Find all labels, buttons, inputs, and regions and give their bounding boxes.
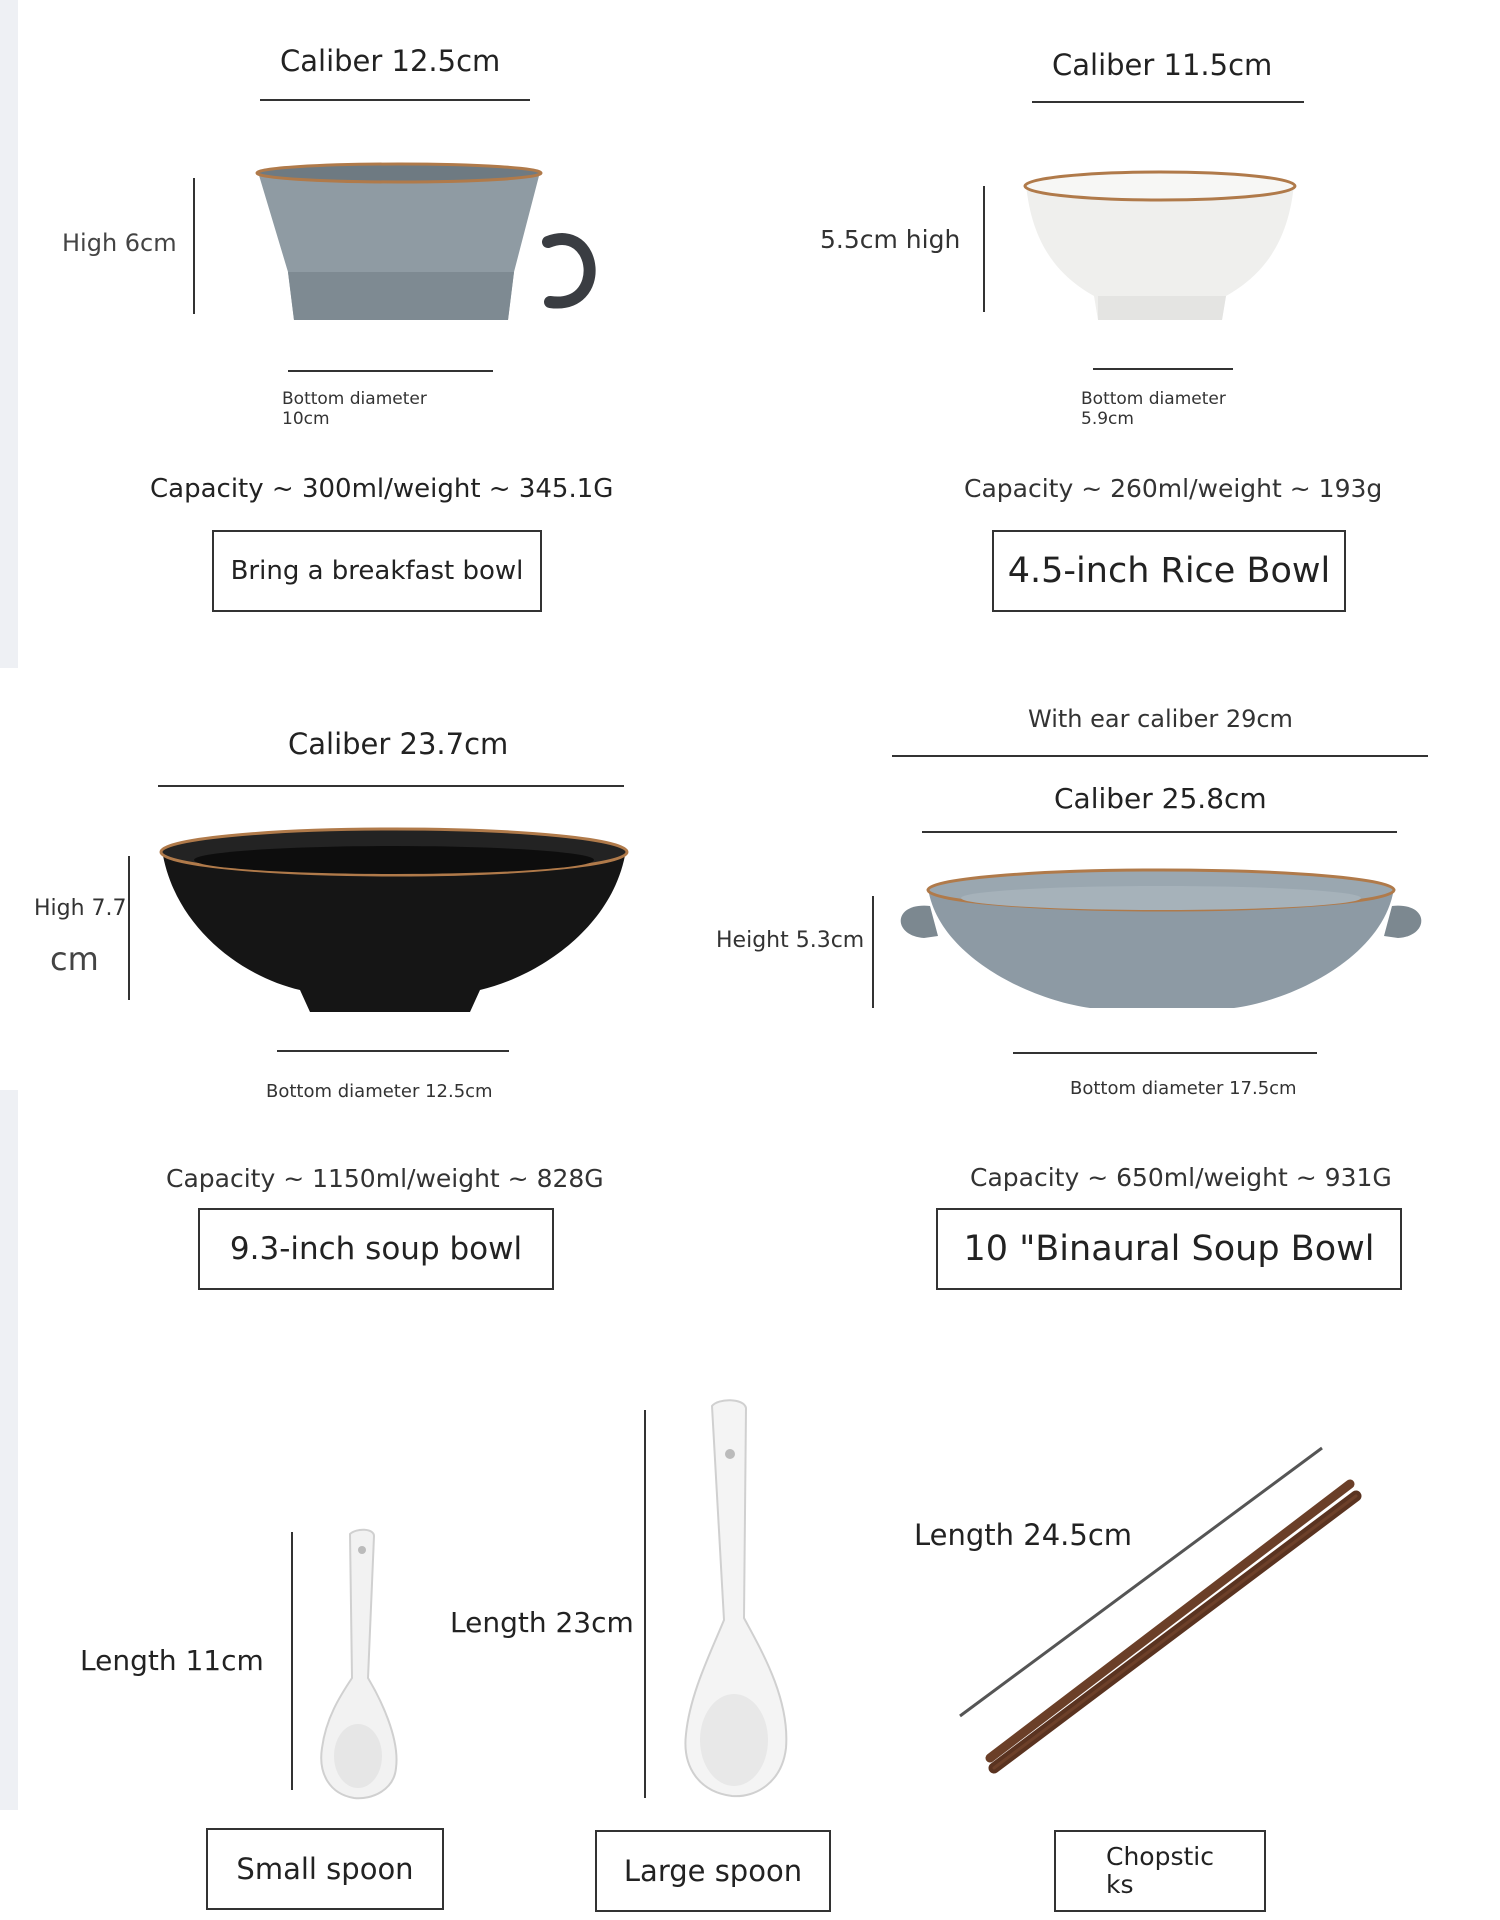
bottom-diameter-text: Bottom diameter: [1081, 389, 1226, 409]
bottom-diameter-line: [288, 370, 493, 372]
caliber-label: Caliber 12.5cm: [280, 44, 501, 78]
product-name-box: Bring a breakfast bowl: [212, 530, 542, 612]
large-spoon-image: [666, 1398, 806, 1802]
bottom-diameter-value: 10cm: [282, 409, 330, 429]
height-line: [128, 856, 130, 1000]
product-name-box: 9.3-inch soup bowl: [198, 1208, 554, 1290]
bottom-diameter-label: [1081, 389, 1226, 429]
capacity-weight-label: Capacity ~ 300ml/weight ~ 345.1G: [150, 474, 614, 504]
product-name-line2: ks: [1106, 1870, 1134, 1899]
ear-caliber-label: With ear caliber 29cm: [1028, 705, 1293, 733]
bottom-diameter-line: [1093, 368, 1233, 370]
product-name-box: 10 "Binaural Soup Bowl: [936, 1208, 1402, 1290]
product-name-box: Small spoon: [206, 1828, 444, 1910]
bottom-diameter-value: 5.9cm: [1081, 409, 1134, 429]
height-label: High 6cm: [62, 229, 177, 257]
product-name-line1: Chopstic: [1106, 1842, 1214, 1871]
caliber-line: [158, 785, 624, 787]
chopsticks-image: [950, 1440, 1380, 1780]
height-line: [193, 178, 195, 314]
soup-bowl-image: [160, 826, 630, 1016]
length-label: Length 24.5cm: [914, 1518, 1133, 1552]
length-line: [644, 1410, 646, 1798]
caliber-line: [260, 99, 530, 101]
caliber-label: Caliber 11.5cm: [1052, 48, 1273, 82]
bottom-diameter-label: [282, 389, 427, 429]
caliber-line: [922, 831, 1397, 833]
left-edge-strip: [0, 1090, 18, 1810]
length-line: [291, 1532, 293, 1790]
rice-bowl-image: [1022, 168, 1302, 328]
product-name-box: [1054, 1830, 1266, 1912]
length-label: Length 23cm: [450, 1606, 634, 1639]
product-name-box: Large spoon: [595, 1830, 831, 1912]
caliber-label: Caliber 25.8cm: [1054, 782, 1267, 815]
small-spoon-image: [310, 1528, 410, 1800]
bottom-diameter-line: [277, 1050, 509, 1052]
binaural-bowl-image: [890, 866, 1432, 1016]
length-label: Length 11cm: [80, 1644, 264, 1677]
capacity-weight-label: Capacity ~ 650ml/weight ~ 931G: [970, 1163, 1392, 1192]
bottom-diameter-line: [1013, 1052, 1317, 1054]
bottom-diameter-label: Bottom diameter 17.5cm: [1070, 1078, 1297, 1099]
left-edge-strip: [0, 0, 18, 668]
height-line: [872, 896, 874, 1008]
height-label: 5.5cm high: [820, 225, 961, 254]
bottom-diameter-label: Bottom diameter 12.5cm: [266, 1081, 493, 1102]
capacity-weight-label: Capacity ~ 260ml/weight ~ 193g: [964, 474, 1383, 503]
capacity-weight-label: Capacity ~ 1150ml/weight ~ 828G: [166, 1164, 604, 1193]
height-line: [983, 186, 985, 312]
breakfast-bowl-image: [250, 160, 650, 335]
bottom-diameter-text: Bottom diameter: [282, 389, 427, 409]
height-unit-label: cm: [50, 940, 99, 978]
caliber-line: [1032, 101, 1304, 103]
height-label: High 7.7: [34, 896, 127, 921]
ear-caliber-line: [892, 755, 1428, 757]
height-label: Height 5.3cm: [716, 928, 865, 953]
caliber-label: Caliber 23.7cm: [288, 727, 509, 761]
product-name-box: 4.5-inch Rice Bowl: [992, 530, 1346, 612]
